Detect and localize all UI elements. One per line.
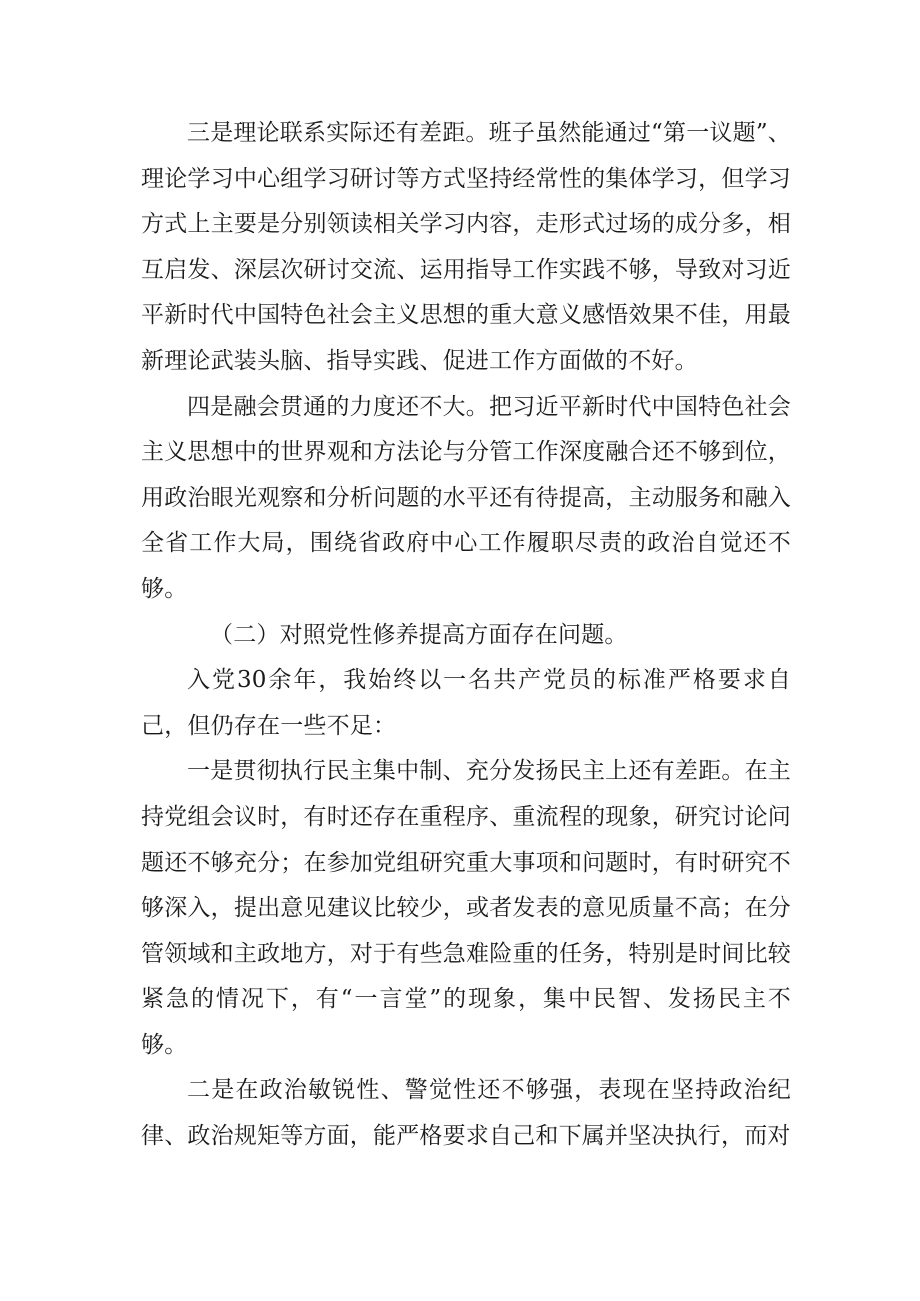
paragraph-integration-insufficient: 四是融会贯通的力度还不大。把习近平新时代中国特色社会主义思想中的世界观和方法论与分管工作深度融合还不够到位，用政治眼光观察和分析问题的水平还有待提高，主动服务和融入全省工作大局，围绕省政府中心工作履职尽责的政治自觉还不够。: [141, 393, 791, 602]
section-heading-party-spirit: （二）对照党性修养提高方面存在问题。: [210, 621, 628, 648]
paragraph-political-sensitivity: 二是在政治敏锐性、警觉性还不够强，表现在坚持政治纪律、政治规矩等方面，能严格要求自己和下属并坚决执行，而对: [141, 1077, 791, 1150]
paragraph-theory-practice-gap: 三是理论联系实际还有差距。班子虽然能通过“第一议题”、理论学习中心组学习研讨等方式坚持经常性的集体学习，但学习方式上主要是分别领读相关学习内容，走形式过场的成分多，相互启发、深层次研讨交流、运用指导工作实践不够，导致对习近平新时代中国特色社会主义思想的重大意义感悟效果不佳，用最新理论武装头脑、指导实践、促进工作方面做的不好。: [141, 120, 791, 374]
paragraph-party-membership: 入党30余年，我始终以一名共产党员的标准严格要求自己，但仍存在一些不足：: [141, 667, 791, 739]
paragraph-democratic-centralism: 一是贯彻执行民主集中制、充分发扬民主上还有差距。在主持党组会议时，有时还存在重程序、重流程的现象，研究讨论问题还不够充分；在参加党组研究重大事项和问题时，有时研究不够深入，提出意见建议比较少，或者发表的意见质量不高；在分管领域和主政地方，对于有些急难险重的任务，特别是时间比较紧急的情况下，有“一言堂”的现象，集中民智、发扬民主不够。: [141, 758, 791, 1058]
document-body: [141, 111, 791, 1160]
